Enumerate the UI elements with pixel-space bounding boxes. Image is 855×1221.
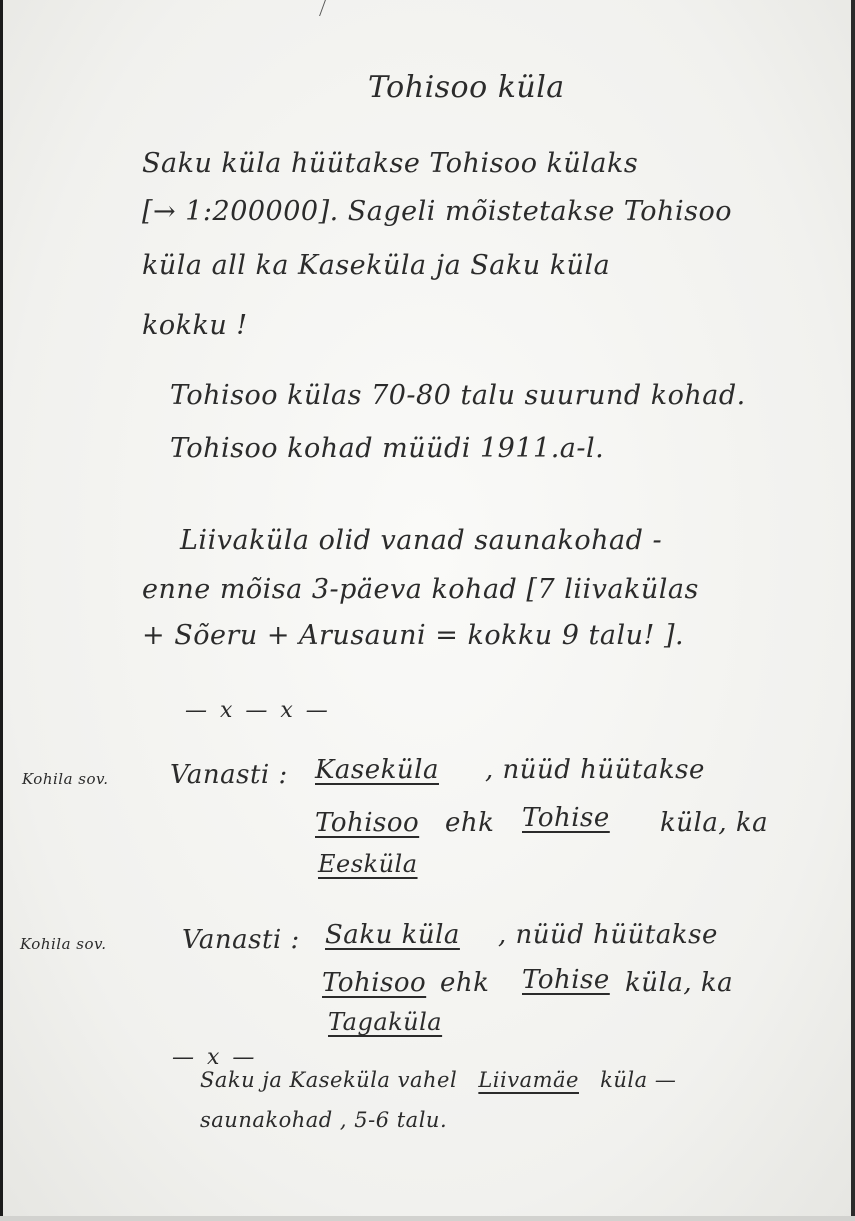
- footer-line2: saunakohad , 5-6 talu.: [200, 1108, 448, 1132]
- footer-text: Saku ja Kaseküla vahel: [200, 1068, 458, 1092]
- separator: — x — x —: [185, 698, 331, 723]
- scan-edge-left: [0, 0, 3, 1221]
- separator: — x —: [172, 1045, 258, 1070]
- entry-label: Vanasti :: [182, 925, 300, 955]
- paragraph1-line4: kokku !: [142, 310, 248, 341]
- place-name: Tohisoo: [315, 808, 420, 838]
- paragraph2-line1: Tohisoo külas 70-80 talu suurund kohad.: [170, 380, 746, 411]
- paragraph1-line3: küla all ka Kaseküla ja Saku küla: [142, 250, 611, 281]
- entry-text: ehk: [445, 808, 495, 838]
- place-name: Tohise: [522, 803, 610, 833]
- entry-text: küla, ka: [660, 808, 769, 838]
- footer-text: küla —: [600, 1068, 677, 1092]
- paragraph3-line1: Liivaküla olid vanad saunakohad -: [180, 525, 663, 556]
- pencil-mark: [319, 0, 336, 16]
- scan-edge-bottom: [0, 1216, 855, 1221]
- margin-note: Kohila sov.: [22, 770, 109, 788]
- scan-edge-right: [851, 0, 855, 1221]
- entry-text: , nüüd hüütakse: [485, 755, 705, 785]
- paragraph2-line2: Tohisoo kohad müüdi 1911.a-l.: [170, 433, 605, 464]
- paragraph1-line1: Saku küla hüütakse Tohisoo külaks: [142, 148, 639, 179]
- page-title: Tohisoo küla: [368, 70, 565, 105]
- place-name: Eesküla: [318, 850, 418, 878]
- place-name: Liivamäe: [478, 1068, 579, 1092]
- margin-note: Kohila sov.: [20, 935, 107, 953]
- place-name: Kaseküla: [315, 755, 439, 785]
- place-name: Tohise: [522, 965, 610, 995]
- place-name: Tohisoo: [322, 968, 427, 998]
- paragraph3-line3: + Sõeru + Arusauni = kokku 9 talu! ].: [142, 620, 685, 651]
- paragraph1-line2: [→ 1:200000]. Sageli mõistetakse Tohisoo: [142, 196, 732, 227]
- entry-text: ehk: [440, 968, 490, 998]
- paragraph3-line2: enne mõisa 3-päeva kohad [7 liivakülas: [142, 574, 699, 605]
- place-name: Saku küla: [325, 920, 460, 950]
- entry-text: , nüüd hüütakse: [498, 920, 718, 950]
- place-name: Tagaküla: [328, 1008, 443, 1036]
- entry-label: Vanasti :: [170, 760, 288, 790]
- footer-line1: [200, 1068, 676, 1092]
- entry-text: küla, ka: [625, 968, 734, 998]
